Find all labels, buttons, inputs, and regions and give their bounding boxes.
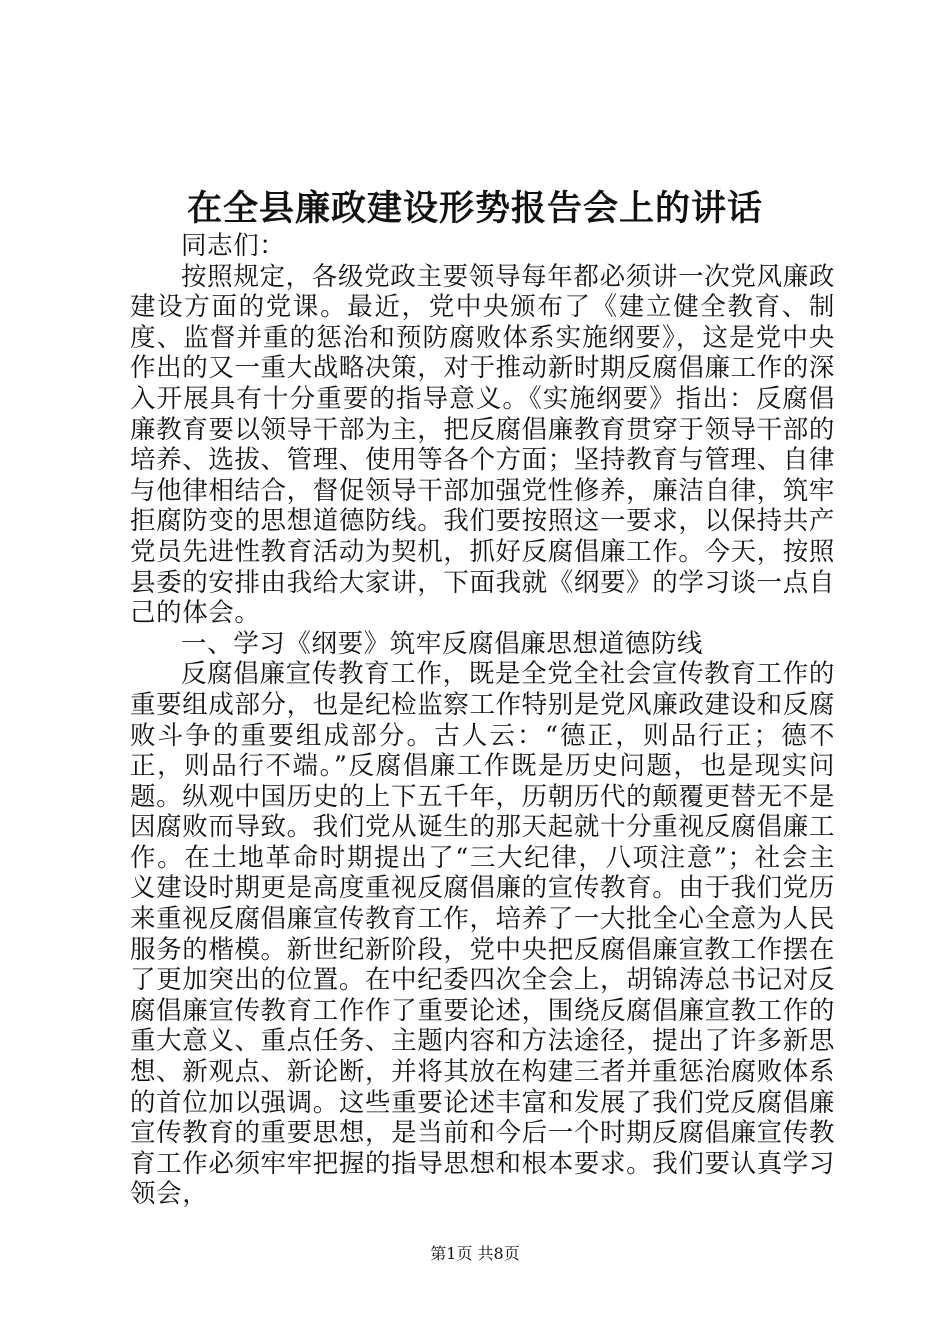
section-heading: 一、学习《纲要》筑牢反腐倡廉思想道德防线	[181, 628, 704, 659]
document-title: 在全县廉政建设形势报告会上的讲话	[186, 188, 763, 229]
intro-paragraph: 按照规定，各级党政主要领导每年都必须讲一次党风廉政建设方面的党课。最近，党中央颁布了《建立健全教育、制度、监督并重的惩治和预防腐败体系实施纲要》，这是党中央作出的又一重大战略决策，对于推动新时期反腐倡廉工作的深入开展具有十分重要的指导意义。《实施纲要》指出：反腐倡廉教育要以领导干部为主，把反腐倡廉教育贯穿于领导干部的培养、选拔、管理、使用等各个方面；坚持教育与管理、自律与他律相结合，督促领导干部加强党性修养，廉洁自律，筑牢拒腐防变的思想道德防线。我们要按照这一要求，以保持共产党员先进性教育活动为契机，抓好反腐倡廉工作。今天，按照县委的安排由我给大家讲，下面我就《纲要》的学习谈一点自己的体会。	[130, 261, 835, 629]
salutation-paragraph: 同志们：	[181, 231, 286, 261]
section-paragraph: 反腐倡廉宣传教育工作，既是全党全社会宣传教育工作的重要组成部分，也是纪检监察工作特别是党风廉政建设和反腐败斗争的重要组成部分。古人云：“德正，则品行正；德不正，则品行不端。”反腐倡廉工作既是历史问题，也是现实问题。纵观中国历史的上下五千年，历朝历代的颠覆更替无不是因腐败而导致。我们党从诞生的那天起就十分重视反腐倡廉工作。在土地革命时期提出了“三大纪律，八项注意”；社会主义建设时期更是高度重视反腐倡廉的宣传教育。由于我们党历来重视反腐倡廉宣传教育工作，培养了一大批全心全意为人民服务的楷模。新世纪新阶段，党中央把反腐倡廉宣教工作摆在了更加突出的位置。在中纪委四次全会上，胡锦涛总书记对反腐倡廉宣传教育工作作了重要论述，围绕反腐倡廉宣教工作的重大意义、重点任务、主题内容和方法途径，提出了许多新思想、新观点、新论断，并将其放在构建三者并重惩治腐败体系的首位加以强调。这些重要论述丰富和发展了我们党反腐倡廉宣传教育的重要思想，是当前和今后一个时期反腐倡廉宣传教育工作必须牢牢把握的指导思想和根本要求。我们要认真学习领会，	[130, 659, 835, 1210]
document-body	[130, 231, 835, 1210]
page-footer: 第1页 共8页	[430, 1244, 520, 1263]
